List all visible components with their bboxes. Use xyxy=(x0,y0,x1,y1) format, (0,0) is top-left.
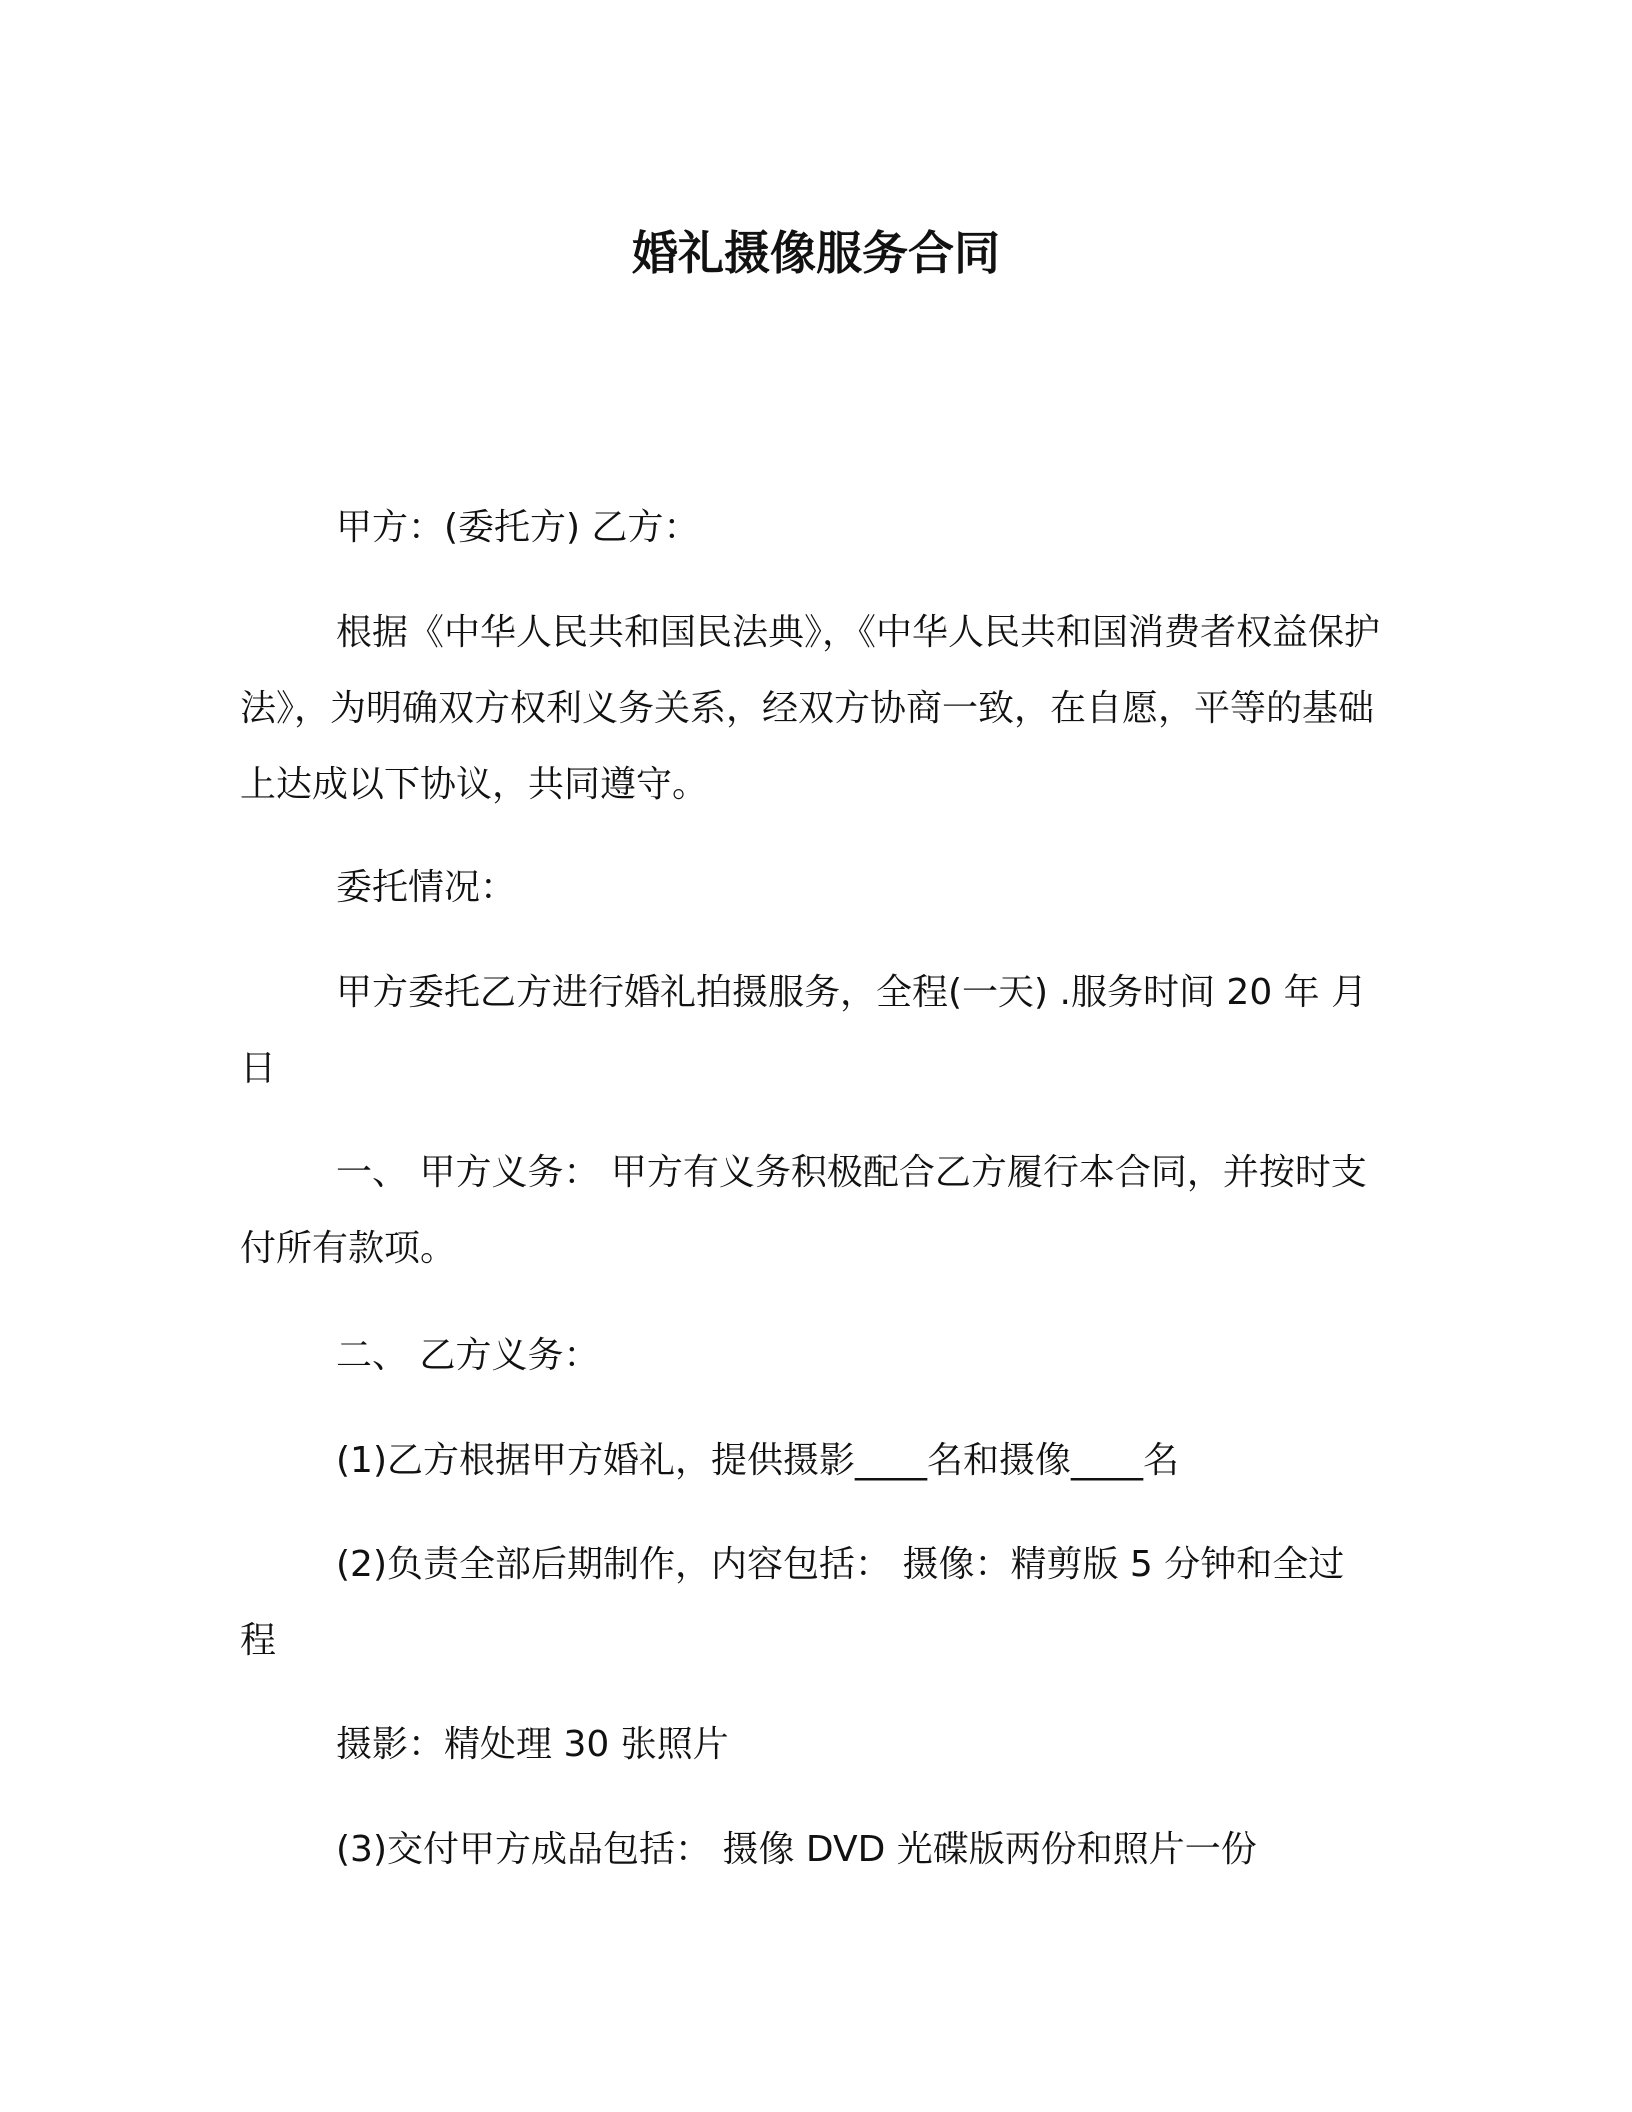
paragraph-commission-heading: 委托情况： xyxy=(336,867,517,908)
paragraph-parties: 甲方：(委托方) 乙方： xyxy=(336,507,700,548)
document-title: 婚礼摄像服务合同 xyxy=(632,226,1000,280)
paragraph-commission-detail: 甲方委托乙方进行婚礼拍摄服务，全程(一天) .服务时间 20 年 月 日 xyxy=(240,972,1368,1089)
paragraph-photo-processing: 摄影：精处理 30 张照片 xyxy=(336,1724,729,1765)
paragraph-legal-basis: 根据《中华人民共和国民法典》，《中华人民共和国消费者权益保护法》，为明确双方权利义务关系，经双方协商一致，在自愿，平等的基础上达成以下协议，共同遵守。 xyxy=(240,612,1381,805)
paragraph-post-production: (2)负责全部后期制作，内容包括： 摄像：精剪版 5 分钟和全过程 xyxy=(240,1544,1345,1661)
paragraph-deliverables: (3)交付甲方成品包括： 摄像 DVD 光碟版两份和照片一份 xyxy=(336,1829,1257,1870)
paragraph-party-a-duty: 一、 甲方义务： 甲方有义务积极配合乙方履行本合同，并按时支付所有款项。 xyxy=(240,1152,1367,1269)
paragraph-party-b-duty-heading: 二、 乙方义务： xyxy=(336,1335,600,1376)
paragraph-staff-provision: (1)乙方根据甲方婚礼，提供摄影____名和摄像____名 xyxy=(336,1440,1179,1481)
